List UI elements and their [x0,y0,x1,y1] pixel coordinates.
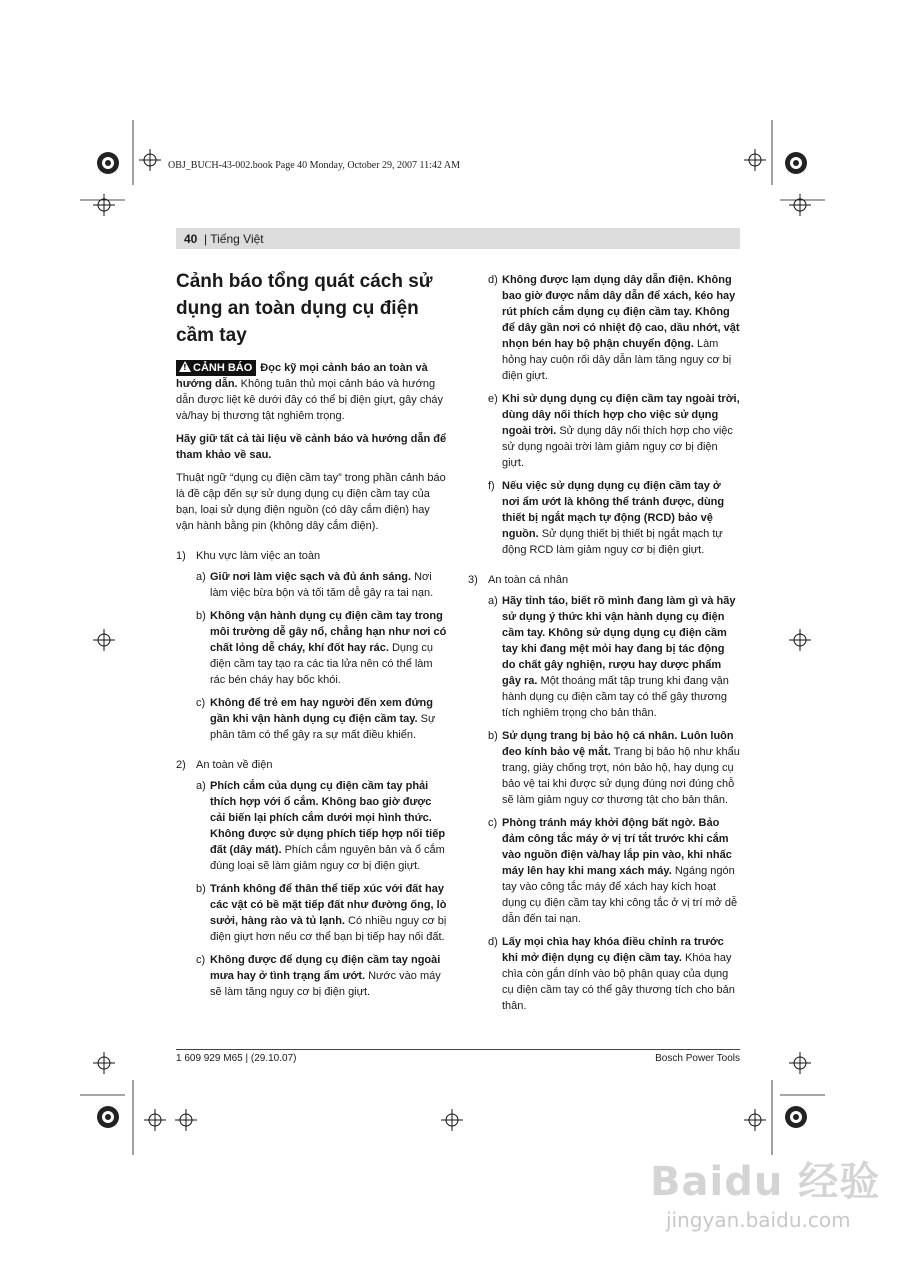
term-definition: Thuật ngữ “dụng cụ điện cầm tay” trong phần cảnh báo là đề cập đến sự sử dụng dụng cụ điện cầm tay của bạn, loại sử dụng điện nguồn (có dây cắm điện) hay vận hành bằng pin (không dây cắm điện). [176,472,446,532]
list-item: b) Không vận hành dụng cụ điện cầm tay trong môi trường dễ gây nổ, chẳng hạn như nơi có chất lỏng dễ cháy, khí đốt hay rác. Dụng cụ điện cầm tay tạo ra các tia lửa nên có thể làm rác bén cháy hay bốc khói. [196,610,447,686]
footer-doc-number: 1 609 929 M65 | (29.10.07) [176,1053,297,1064]
watermark [640,1150,890,1260]
list-item: a) Hãy tỉnh táo, biết rõ mình đang làm gì và hãy sử dụng ý thức khi vận hành dụng cụ điện cầm tay. Không sử dụng dụng cụ điện cầm tay khi đang mệt mỏi hay đang bị tác động do chất gây nghiện, rượu hay dược phẩm gây ra. Một thoáng mất tập trung khi đang vận hành dụng cụ điện cầm tay có thể gây thương tích nghiêm trọng cho bản thân. [488,595,736,719]
watermark-url: jingyan.baidu.com [666,1208,851,1232]
list-item: c) Phòng tránh máy khởi động bất ngờ. Bảo đảm công tắc máy ở vị trí tắt trước khi cắm vào nguồn điện và/hay lắp pin vào, khi nhấc máy lên hay khi mang xách máy. Ngáng ngón tay vào công tắc máy để xách hay kích hoạt dụng cụ điện cầm tay khi công tắc ở vị trí mở dễ dẫn đến tai nạn. [488,817,738,925]
list-item: b) Tránh không để thân thể tiếp xúc với đất hay các vật có bề mặt tiếp đất như đường ống, lò sưởi, hàng rào và tủ lạnh. Có nhiều nguy cơ bị điện giựt hơn nếu cơ thể bạn bị tiếp hay nối đất. [196,883,447,943]
section-heading: 3) An toàn cá nhân [468,574,569,586]
warning-badge: ! CẢNH BÁO [176,360,256,376]
watermark-brand: Baidu 经验 [650,1159,881,1205]
footer-divider [176,1049,740,1050]
list-item: c) Không để trẻ em hay người đến xem đứng gần khi vận hành dụng cụ điện cầm tay. Sự phân tâm có thể gây ra sự mất điều khiển. [196,697,436,741]
list-item: d) Không được lạm dụng dây dẫn điện. Không bao giờ được nắm dây dẫn để xách, kéo hay rút phích cắm dụng cụ điện cầm tay. Không để dây gần nơi có nhiệt độ cao, dầu nhớt, vật nhọn bén hay bộ phận chuyển động. Làm hỏng hay cuộn rối dây dẫn làm tăng nguy cơ bị điện giựt. [488,274,740,382]
keep-documents-note: Hãy giữ tất cả tài liệu về cảnh báo và hướng dẫn để tham khảo về sau. [176,433,447,461]
section-heading: 2) An toàn về điện [176,759,273,771]
page-title: Cảnh báo tổng quát cách sử dụng an toàn dụng cụ điện cầm tay [176,271,433,346]
list-item: a) Phích cắm của dụng cụ điện cầm tay phải thích hợp với ổ cắm. Không bao giờ được cải biến lại phích cắm dưới mọi hình thức. Không được sử dụng phích tiếp hợp nối tiếp đất (dây mát). Phích cắm nguyên bản và ổ cắm đúng loại sẽ làm giảm nguy cơ bị điện giựt. [196,780,446,872]
list-item: d) Lấy mọi chìa hay khóa điều chỉnh ra trước khi mở điện dụng cụ điện cầm tay. Khóa hay chìa còn gắn dính vào bộ phận quay của dụng cụ điện cầm tay có thể gây thương tích cho bản thân. [488,936,735,1012]
section-heading: 1) Khu vực làm việc an toàn [176,550,321,562]
list-item: a) Giữ nơi làm việc sạch và đủ ánh sáng. Nơi làm việc bừa bộn và tối tăm dễ gây ra tai nạn. [196,571,434,599]
warning-paragraph: ! CẢNH BÁO Đọc kỹ mọi cảnh báo an toàn và hướng dẫn. Không tuân thủ mọi cảnh báo và hướng dẫn được liệt kê dưới đây có thể bị điện giựt, gây cháy và/hay bị thương tật nghiêm trọng. [176,362,444,422]
right-column [468,272,740,1021]
page-header [176,228,740,249]
page-number: 40 [184,232,198,246]
print-info: OBJ_BUCH-43-002.book Page 40 Monday, October 29, 2007 11:42 AM [168,160,461,171]
left-column [176,268,448,1007]
list-item: c) Không được để dụng cụ điện cầm tay ngoài mưa hay ở tình trạng ẩm ướt. Nước vào máy sẽ làm tăng nguy cơ bị điện giựt. [196,954,441,998]
footer-brand: Bosch Power Tools [655,1053,740,1064]
list-item: b) Sử dụng trang bị bảo hộ cá nhân. Luôn luôn đeo kính bảo vệ mắt. Trang bị bảo hộ như khẩu trang, giày chống trợt, nón bảo hộ, hay dụng cụ bảo vệ tai khi được sử dụng đúng nơi đúng chỗ sẽ làm giảm nguy cơ thương tật cho bản thân. [488,730,740,806]
list-item: f) Nếu việc sử dụng dụng cụ điện cầm tay ở nơi ẩm ướt là không thể tránh được, dùng thiết bị ngắt mạch tự động (RCD) bảo vệ nguồn. Sử dụng thiết bị thiết bị ngắt mạch tự động RCD làm giảm nguy cơ bị điện giựt. [488,480,725,556]
list-item: e) Khi sử dụng dụng cụ điện cầm tay ngoài trời, dùng dây nối thích hợp cho việc sử dụng ngoài trời. Sử dụng dây nối thích hợp cho việc sử dụng ngoài trời làm giảm nguy cơ bị điện giựt. [488,393,740,469]
warning-triangle-icon: ! [179,361,191,372]
language-label: | Tiếng Việt [204,232,264,246]
